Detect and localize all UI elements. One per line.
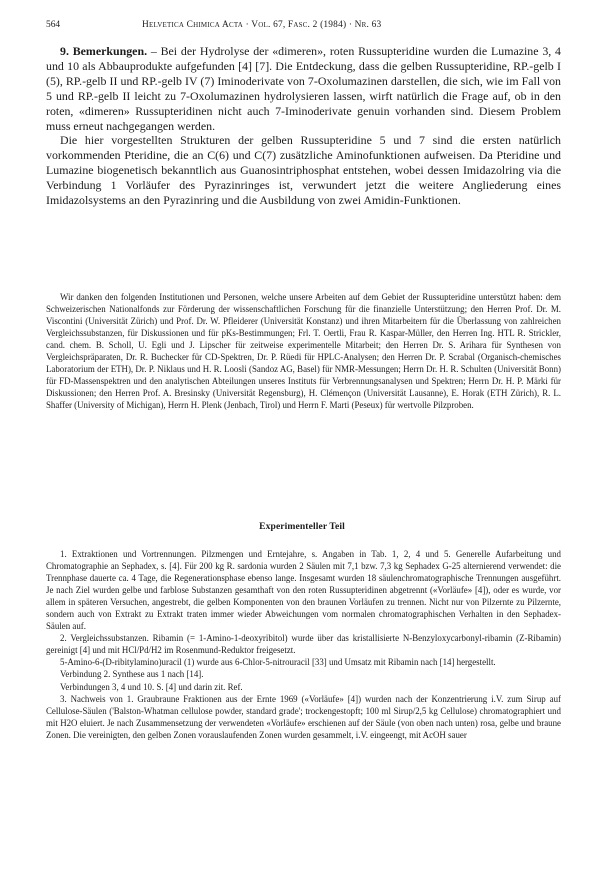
exp-paragraph-extractions: 1. Extraktionen und Vortrennungen. Pilzmengen und Erntejahre, s. Angaben in Tab. 1, 2, 4 und 5. Generelle Aufarbeitung und Chromatographie an Sephadex, s. [4]. Für 200 kg R. sardonia wurden 2 Säulen mit 7,1 bzw. 7,3 kg Sephadex G-25 alternierend verwendet: die Trennphase dauerte ca. 4 Tage, die Regenerationsphase ebenso lange. Insgesamt wurden 18 säulenchromatographische Trennungen ausgeführt. Je nach Ziel wurden gelbe und farblose Substanzen gesamthaft von den roten Russupteridinen abgetrennt («Vorläufe» [4]), oder es wurde, vor allem in späteren Versuchen, angestrebt, die gelben Komponenten von den braunen Vorläufen zu trennen. Nicht nur von Pilzernte zu Pilzernte, sondern auch von Extrakt zu Extrakt traten immer wieder Abweichungen vom normalen chromatographischen Verhalten in den Sephadex-Säulen auf. bbox=[46, 549, 561, 632]
exp-paragraph-compounds-3-4-10: Verbindungen 3, 4 und 10. S. [4] und darin zit. Ref. bbox=[60, 681, 243, 692]
acknowledgements bbox=[46, 291, 561, 411]
remarks-paragraph-2: Die hier vorgestellten Strukturen der gelben Russupteridine 5 und 7 sind die ersten natürlich vorkommenden Pteridine, die an C(6) und C(7) zusätzliche Aminofunktionen aufweisen. Da Pteridine und Lumazine biogenetisch bekanntlich aus Guanosintriphosphat entstehen, wobei dessen Imidazolring via die Verbindung 1 Vorläufer des Pyrazinringes ist, verwundert jetzt die weitere Angliederung eines Imidazolsystems an den Pyrazinring und die Ausbildung von zwei Amidin-Funktionen. bbox=[46, 133, 561, 208]
remarks-text-1: – Bei der Hydrolyse der «dimeren», roten Russupteridine wurden die Lumazine 3, 4 und 10 als Abbauprodukte aufgefunden [4] [7]. Die Entdeckung, dass die gelben Russupteridine, RP.-gelb I (5), RP.-gelb II und RP.-gelb IV (7) Iminoderivate von 7-Oxolumazinen darstellen, die sich, wie im Fall von 5 und RP.-gelb II leicht zu 7-Oxolumazinen hydrolysieren lassen, wirft natürlich die Frage auf, ob in den roten, «dimeren» Russupteridinen nicht auch 7-Iminoderivate genuin vorhanden sind. Diesem Problem muss erneut nachgegangen werden. bbox=[46, 44, 561, 133]
page-number: 564 bbox=[46, 20, 61, 30]
exp-paragraph-compound-1: 5-Amino-6-(D-ribitylamino)uracil (1) wurde aus 6-Chlor-5-nitrouracil [33] und Umsatz mit Ribamin nach [14] hergestellt. bbox=[60, 657, 496, 668]
running-header bbox=[46, 20, 556, 30]
section-heading: 9. Bemerkungen. bbox=[60, 44, 148, 58]
exp-paragraph-reference-compounds: 2. Vergleichssubstanzen. Ribamin (= 1-Amino-1-deoxyribitol) wurde über das kristallisierte N-Benzyloxycarbonyl-ribamin (Z-Ribamin) gereinigt [4] und mit HCl/Pd/H2 im Rosenmund-Reduktor freigesetzt. bbox=[46, 633, 561, 656]
experimental-section-title: Experimenteller Teil bbox=[259, 521, 345, 532]
exp-paragraph-compound-2: Verbindung 2. Synthese aus 1 nach [14]. bbox=[60, 669, 204, 680]
journal-citation: Helvetica Chimica Acta · Vol. 67, Fasc. 2 (1984) · Nr. 63 bbox=[142, 20, 382, 30]
acknowledgements-text: Wir danken den folgenden Institutionen und Personen, welche unsere Arbeiten auf dem Gebiet der Russupteridine unterstützt haben: dem Schweizerischen Nationalfonds zur Förderung der wissenschaftlichen Forschung für die finanzielle Unterstützung; den Herren Prof. Dr. M. Viscontini (Universität Zürich) und Prof. Dr. W. Pfleiderer (Universität Konstanz) und ihren Mitarbeitern für die Überlassung von zahlreichen Vergleichssubstanzen, für Diskussionen und für pKs-Bestimmungen; Frl. T. Oertli, Frau R. Kaspar-Müller, den Herren Ing. HTL R. Strickler, cand. chem. B. Scholl, U. Egli und J. Lipscher für zeitweise experimentelle Mitarbeit; den Herren Dr. S. Arihara für Synthesen von Vergleichspräparaten, Dr. R. Buchecker für CD-Spektren, Dr. P. Rüedi für HPLC-Analysen; den Herren Dr. P. Scrabal (Organisch-chemisches Laboratorium der ETH), Dr. P. Niklaus und H. R. Loosli (Sandoz AG, Basel) für NMR-Messungen; Herrn Dr. H. R. Schulten (Universität Bonn) für FD-Massenspektren und den analytischen Abteilungen unseres Instituts für Verbrennungsanalysen und Spektren; Herrn Dr. H. P. Märki für Diskussionen; den Herren Prof. A. Bresinsky (Universität Regensburg), H. Clémençon (Universität Lausanne), E. Horak (ETH Zürich), R. L. Shaffer (University of Michigan), Herrn H. Plenk (Jenbach, Tirol) und Herrn F. Marti (Peseux) für wertvolle Pilzproben. bbox=[46, 292, 561, 411]
remarks-paragraph-1 bbox=[46, 44, 561, 133]
section-9-remarks bbox=[46, 44, 561, 208]
exp-paragraph-detection: 3. Nachweis von 1. Graubraune Fraktionen aus der Ernte 1969 («Vorläufe» [4]) wurden nach der Konzentrierung i.V. zum Sirup auf Cellulose-Säulen ('Balston-Whatman cellulose powder, standard grade'; trockengestopft; 100 ml Sirup/2,5 kg Cellulose) chromatographiert und mit H2O eluiert. Je nach Zusammensetzung der verwendeten «Vorläufe» erschienen auf der Säule (von oben nach unten) rosa, gelbe und braune Zonen. Die vereinigten, den gelben Zonen vorauslaufenden Zonen wurden gesammelt, i.V. eingeengt, mit AcOH sauer bbox=[46, 693, 561, 740]
experimental-section bbox=[46, 548, 561, 741]
